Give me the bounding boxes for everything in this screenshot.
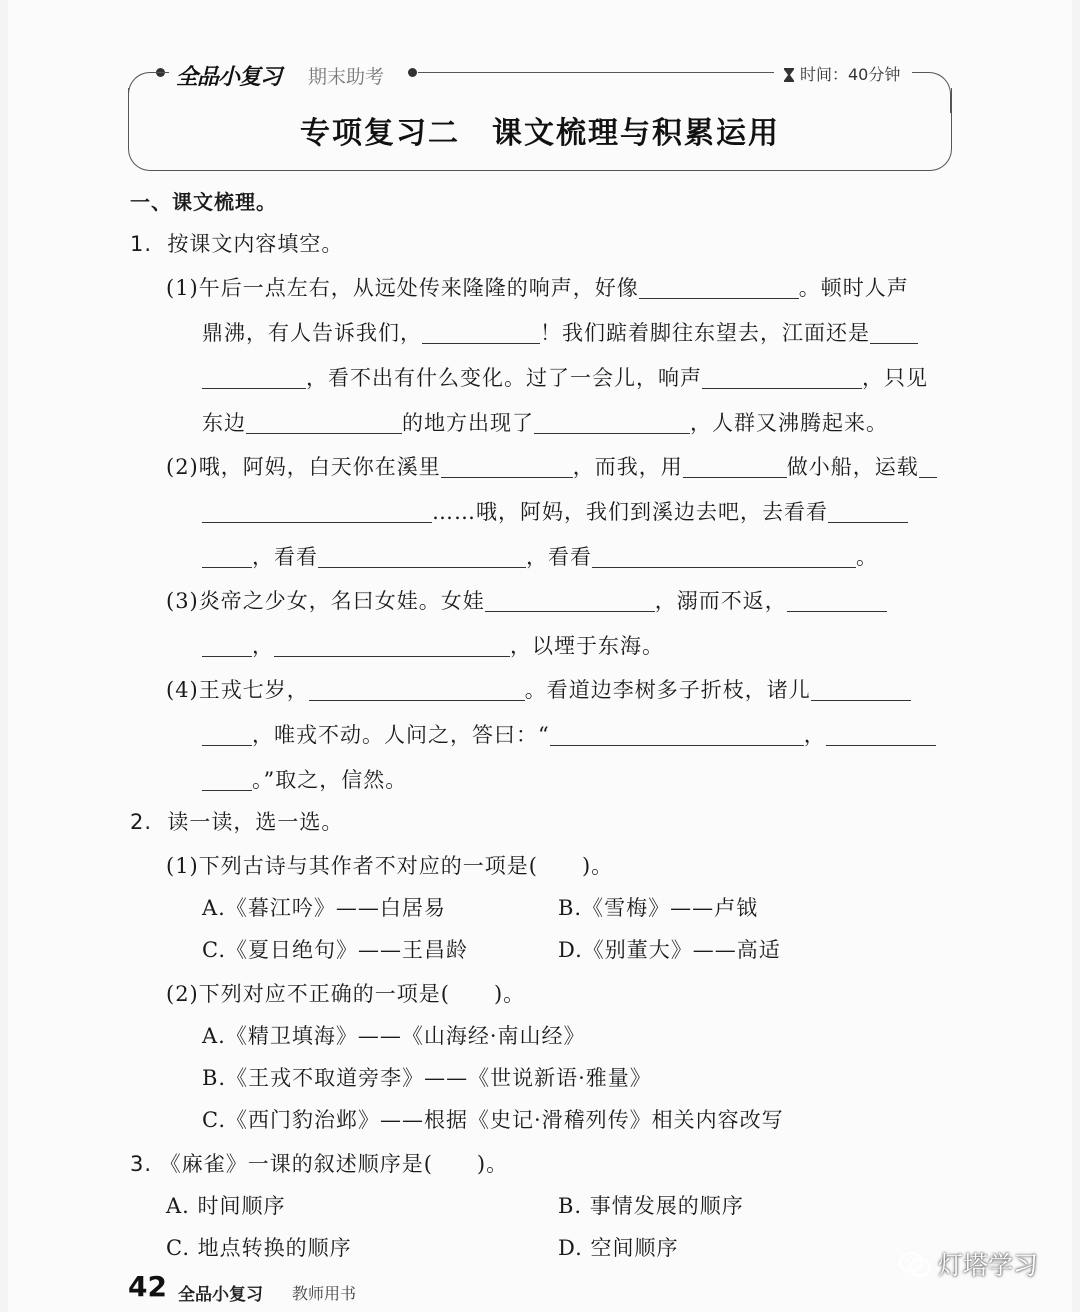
q1-p4-line1 <box>166 676 911 704</box>
text: 做小船，运载 <box>786 455 919 479</box>
text: 鼎沸，有人告诉我们， <box>202 321 422 345</box>
answer-blank[interactable] <box>702 366 862 389</box>
q2-sub1-option-c[interactable]: C.《夏日绝句》——王昌龄 <box>202 938 468 962</box>
q2-sub1-option-b[interactable]: B.《雪梅》——卢钺 <box>558 896 759 920</box>
q3-option-a[interactable]: A. 时间顺序 <box>166 1194 286 1218</box>
text: ，只见 <box>862 366 928 390</box>
answer-blank[interactable] <box>441 455 573 478</box>
text: 的地方出现了 <box>402 411 534 435</box>
watermark-text: 灯塔学习 <box>938 1251 1039 1280</box>
answer-blank[interactable] <box>485 589 655 612</box>
header-subtitle: 期末助考 <box>308 66 385 88</box>
text: ，以堙于东海。 <box>510 634 664 658</box>
q1-p2-line1 <box>166 453 937 481</box>
q2-sub2-option-a[interactable]: A.《精卫填海》——《山海经·南山经》 <box>202 1024 586 1048</box>
watermark <box>898 1246 1038 1282</box>
text: (4)王戎七岁， <box>166 678 309 702</box>
answer-blank[interactable] <box>246 411 402 434</box>
question-number: 2. <box>130 810 153 834</box>
q2-sub1-option-a[interactable]: A.《暮江吟》——白居易 <box>202 896 446 920</box>
text: ，溺而不返， <box>654 589 787 613</box>
hourglass-icon <box>784 68 794 82</box>
header-brand: 全品小复习 <box>176 65 282 90</box>
answer-blank[interactable] <box>826 723 936 746</box>
q2-sub2-option-c[interactable]: C.《西门豹治邺》——根据《史记·滑稽列传》相关内容改写 <box>202 1108 784 1132</box>
question-3-stem <box>130 1150 508 1178</box>
q3-option-c[interactable]: C. 地点转换的顺序 <box>166 1236 352 1260</box>
answer-blank[interactable] <box>787 589 887 612</box>
answer-blank[interactable] <box>318 545 526 568</box>
question-text: 按课文内容填空。 <box>167 232 344 256</box>
question-2-stem <box>130 808 343 836</box>
q1-p2-line2 <box>202 498 908 526</box>
q1-p4-line2 <box>202 721 936 749</box>
text: (1)午后一点左右，从远处传来隆隆的响声，好像 <box>166 276 639 300</box>
answer-blank[interactable] <box>422 321 540 344</box>
answer-blank[interactable] <box>828 500 908 523</box>
question-text: 《麻雀》一课的叙述顺序是( )。 <box>159 1152 509 1176</box>
answer-blank[interactable] <box>919 455 937 478</box>
text: ，看看 <box>252 545 318 569</box>
answer-blank[interactable] <box>683 455 787 478</box>
q1-p2-line3 <box>202 543 878 571</box>
footer-brand: 全品小复习 <box>178 1285 263 1305</box>
footer-subtitle: 教师用书 <box>292 1284 357 1303</box>
text: ，人群又沸腾起来。 <box>690 411 888 435</box>
q1-p3-line2 <box>202 632 664 660</box>
text: (3)炎帝之少女，名曰女娃。女娃 <box>166 589 485 613</box>
header-dot-right <box>408 68 417 77</box>
text: ， <box>252 634 274 658</box>
q2-sub2-stem: (2)下列对应不正确的一项是( )。 <box>166 982 526 1006</box>
text: ……哦，阿妈，我们到溪边去吧，去看看 <box>432 500 828 524</box>
q1-p4-line3 <box>202 766 407 794</box>
header-rule <box>418 72 774 73</box>
text: 。看道边李树多子折枝，诸儿 <box>524 678 811 702</box>
text: ！我们踮着脚往东望去，江面还是 <box>540 321 870 345</box>
q2-sub2-option-b[interactable]: B.《王戎不取道旁李》——《世说新语·雅量》 <box>202 1066 652 1090</box>
q2-sub1-option-d[interactable]: D.《别董大》——高适 <box>558 938 781 962</box>
page-title: 专项复习二 课文梳理与积累运用 <box>300 116 780 151</box>
answer-blank[interactable] <box>592 545 856 568</box>
text: ，而我，用 <box>572 455 683 479</box>
answer-blank[interactable] <box>274 634 510 657</box>
answer-blank[interactable] <box>202 545 252 568</box>
text: ，唯戎不动。人问之，答曰：“ <box>252 723 550 747</box>
text: 。”取之，信然。 <box>252 768 408 792</box>
q1-p1-line1 <box>166 274 909 302</box>
answer-blank[interactable] <box>870 321 918 344</box>
answer-blank[interactable] <box>534 411 690 434</box>
q1-p1-line2 <box>202 319 918 347</box>
question-number: 3. <box>130 1152 153 1176</box>
answer-blank[interactable] <box>639 276 799 299</box>
page-number: 42 <box>128 1270 167 1303</box>
answer-blank[interactable] <box>202 634 252 657</box>
text: 东边 <box>202 411 246 435</box>
q3-option-d[interactable]: D. 空间顺序 <box>558 1236 679 1260</box>
answer-blank[interactable] <box>202 366 306 389</box>
question-1-stem <box>130 230 343 258</box>
q1-p1-line4 <box>202 409 888 437</box>
answer-blank[interactable] <box>202 723 252 746</box>
q1-p1-line3 <box>202 364 928 392</box>
q1-p3-line1 <box>166 587 887 615</box>
text: 。 <box>856 545 878 569</box>
answer-blank[interactable] <box>202 500 432 523</box>
q3-option-b[interactable]: B. 事情发展的顺序 <box>558 1194 744 1218</box>
text: ，看不出有什么变化。过了一会儿，响声 <box>306 366 702 390</box>
wechat-icon <box>898 1250 932 1280</box>
question-text: 读一读，选一选。 <box>167 810 344 834</box>
answer-blank[interactable] <box>309 678 525 701</box>
question-number: 1. <box>130 232 153 256</box>
text: ， <box>803 723 826 747</box>
answer-blank[interactable] <box>550 723 804 746</box>
section-heading: 一、课文梳理。 <box>130 190 277 214</box>
answer-blank[interactable] <box>811 678 911 701</box>
q2-sub1-stem: (1)下列古诗与其作者不对应的一项是( )。 <box>166 854 614 878</box>
text: 。顿时人声 <box>798 276 909 300</box>
header-time-text: 时间：40分钟 <box>800 65 901 84</box>
answer-blank[interactable] <box>202 768 252 791</box>
text: (2)哦，阿妈，白天你在溪里 <box>166 455 441 479</box>
text: ，看看 <box>526 545 592 569</box>
header-time <box>784 62 900 85</box>
